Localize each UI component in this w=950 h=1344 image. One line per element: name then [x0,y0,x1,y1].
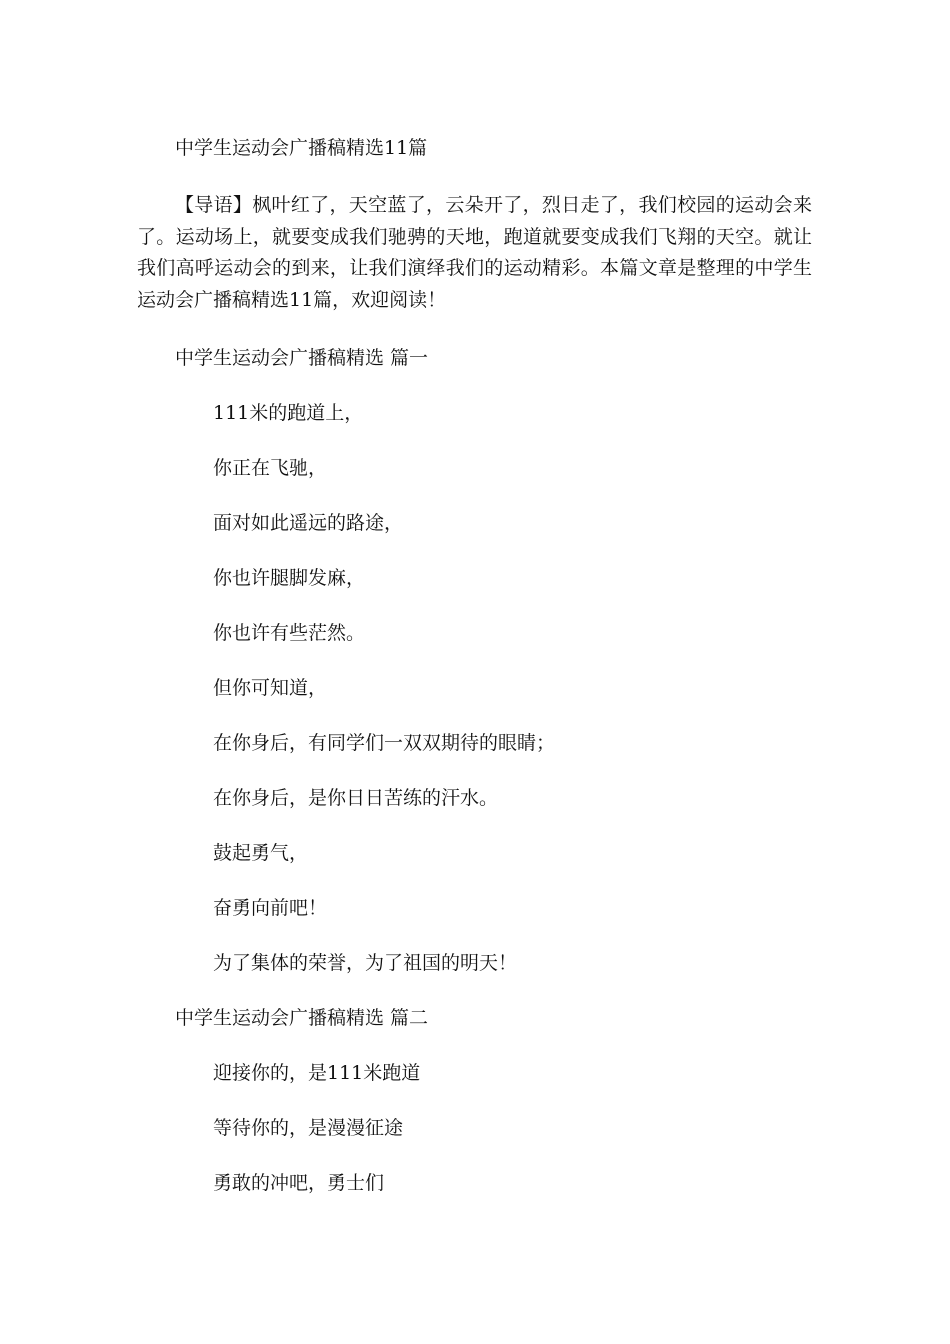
verse-line: 你也许腿脚发麻， [213,567,366,589]
document-title: 中学生运动会广播稿精选11篇 [175,137,428,159]
verse-line: 在你身后，是你日日苦练的汗水。 [213,787,499,809]
verse-line: 你正在飞驰， [213,457,328,479]
verse-line: 你也许有些茫然。 [213,622,366,644]
verse-line: 但你可知道， [213,677,328,699]
verse-line: 奋勇向前吧！ [213,897,328,919]
verse-line: 勇敢的冲吧，勇士们 [213,1172,385,1194]
section-heading-2: 中学生运动会广播稿精选 篇二 [175,1007,429,1029]
verse-line: 为了集体的荣誉，为了祖国的明天！ [213,952,518,974]
verse-line: 111米的跑道上， [213,402,364,424]
verse-line: 鼓起勇气， [213,842,309,864]
section-heading-1: 中学生运动会广播稿精选 篇一 [175,347,429,369]
verse-line: 迎接你的，是111米跑道 [213,1062,421,1084]
verse-line: 面对如此遥远的路途， [213,512,404,534]
intro-paragraph: 【导语】枫叶红了，天空蓝了，云朵开了，烈日走了，我们校园的运动会来了。运动场上，就要变成我们驰骋的天地，跑道就要变成我们飞翔的天空。就让我们高呼运动会的到来，让我们演绎我们的运动精彩。本篇文章是整理的中学生运动会广播稿精选11篇，欢迎阅读！ [137,194,812,311]
verse-line: 在你身后，有同学们一双双期待的眼睛； [213,732,556,754]
verse-line: 等待你的，是漫漫征途 [213,1117,404,1139]
